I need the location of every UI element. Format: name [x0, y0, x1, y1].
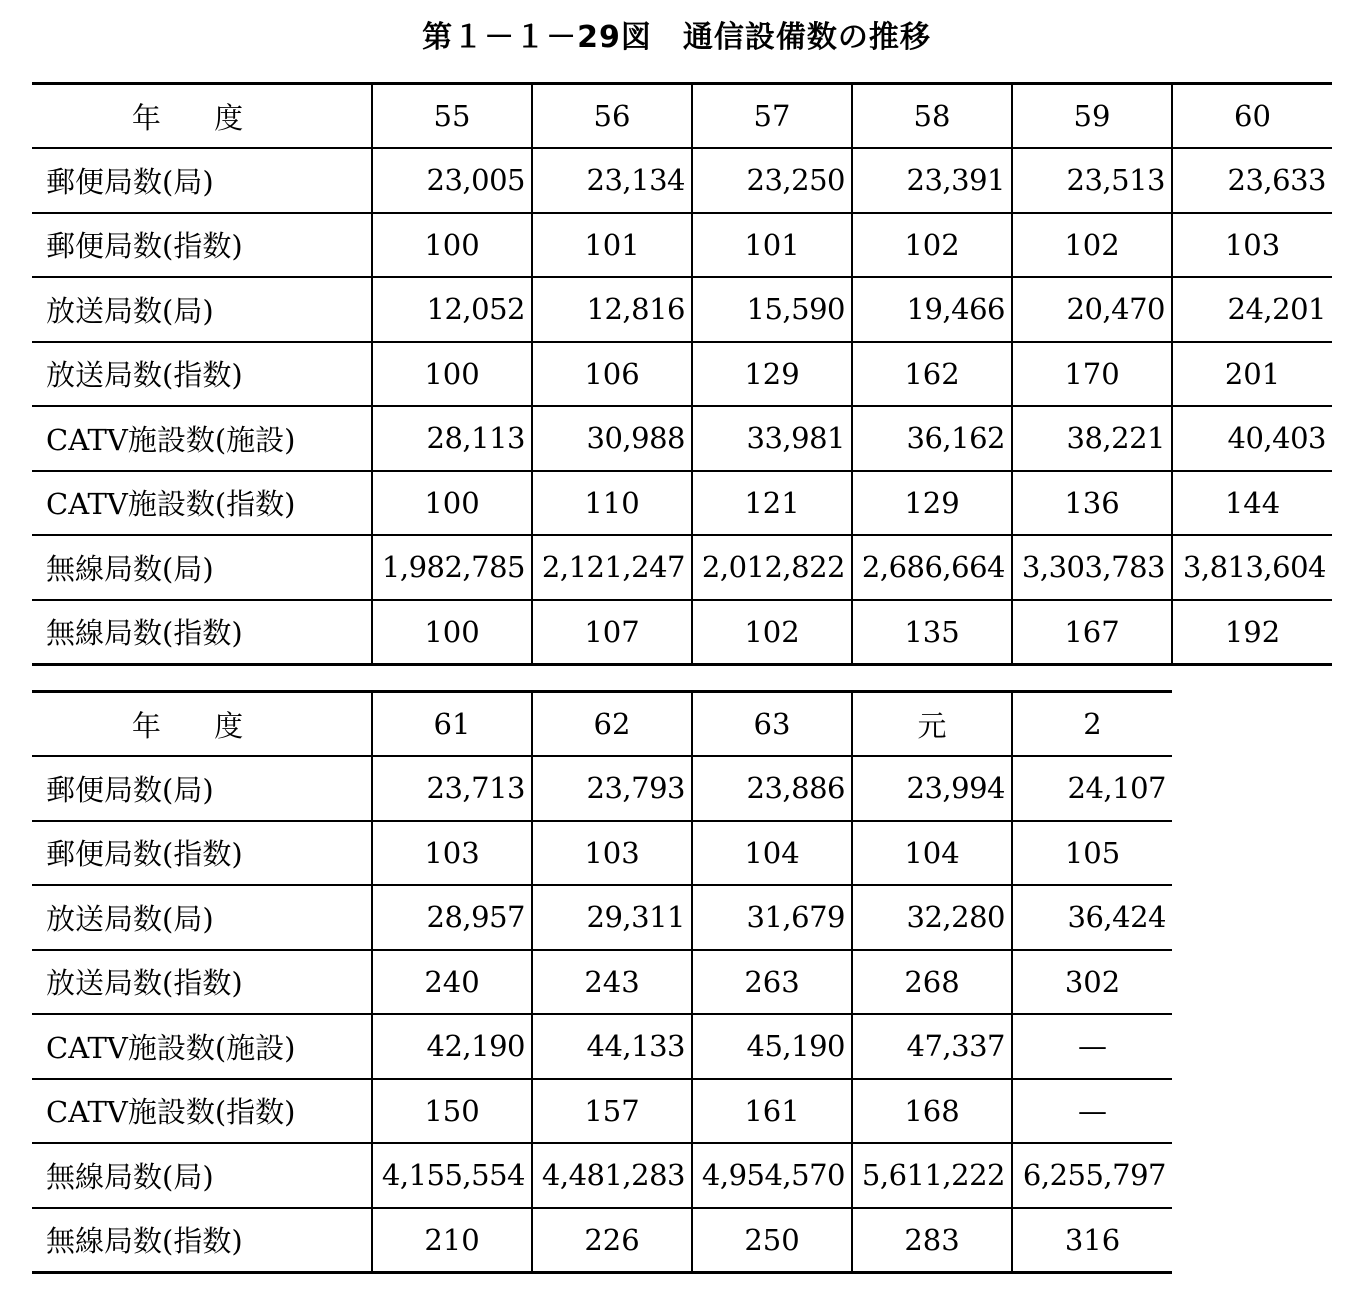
year-header-cell: 57: [692, 84, 852, 149]
table-cell: 1,982,785: [372, 535, 532, 600]
table-cell: 3,303,783: [1012, 535, 1172, 600]
table-row: [32, 756, 1172, 821]
table-cell: 29,311: [532, 885, 692, 950]
table-cell: 302: [1012, 950, 1172, 1015]
table-row: [32, 471, 1332, 536]
row-label: 無線局数(局): [32, 1143, 372, 1208]
page-title: 第１－１－29図 通信設備数の推移: [422, 20, 931, 55]
table-cell: 28,957: [372, 885, 532, 950]
table-row: [32, 342, 1332, 407]
row-label: 無線局数(指数): [32, 600, 372, 665]
table-row: [32, 213, 1332, 278]
table-cell: 4,481,283: [532, 1143, 692, 1208]
table-cell: 47,337: [852, 1014, 1012, 1079]
table-cell: 23,713: [372, 756, 532, 821]
year-header-cell: 60: [1172, 84, 1332, 149]
table-row: [32, 1079, 1172, 1144]
table-cell: 240: [372, 950, 532, 1015]
table-cell: 100: [372, 213, 532, 278]
table-cell: 45,190: [692, 1014, 852, 1079]
table-cell: 135: [852, 600, 1012, 665]
year-header-cell: 59: [1012, 84, 1172, 149]
table-cell: 12,052: [372, 277, 532, 342]
table-cell: 201: [1172, 342, 1332, 407]
table-cell: 44,133: [532, 1014, 692, 1079]
table-cell: 40,403: [1172, 406, 1332, 471]
table-cell: 104: [852, 821, 1012, 886]
table-row: [32, 148, 1332, 213]
table-cell: 6,255,797: [1012, 1143, 1172, 1208]
table-cell: 136: [1012, 471, 1172, 536]
table-cell: 162: [852, 342, 1012, 407]
table-cell: 226: [532, 1208, 692, 1273]
table-cell: 101: [692, 213, 852, 278]
row-label: 郵便局数(局): [32, 148, 372, 213]
table-cell: 102: [852, 213, 1012, 278]
row-label: 放送局数(局): [32, 885, 372, 950]
row-label: CATV施設数(指数): [32, 1079, 372, 1144]
row-label: 郵便局数(指数): [32, 821, 372, 886]
table-cell: 23,513: [1012, 148, 1172, 213]
table-cell: 23,005: [372, 148, 532, 213]
table-cell: 243: [532, 950, 692, 1015]
year-header-cell: 63: [692, 692, 852, 757]
table-cell: 106: [532, 342, 692, 407]
table-cell: 121: [692, 471, 852, 536]
table-row: [32, 1143, 1172, 1208]
table-cell: 2,686,664: [852, 535, 1012, 600]
table-row: [32, 277, 1332, 342]
table-cell: 28,113: [372, 406, 532, 471]
table-cell: 100: [372, 342, 532, 407]
table-cell: 316: [1012, 1208, 1172, 1273]
table-cell: 12,816: [532, 277, 692, 342]
stats-table-2: [32, 690, 1172, 1274]
table-cell: 31,679: [692, 885, 852, 950]
table-cell: 38,221: [1012, 406, 1172, 471]
table-cell: 268: [852, 950, 1012, 1015]
row-label: 郵便局数(指数): [32, 213, 372, 278]
year-header-cell: 元: [852, 692, 1012, 757]
table-header-row: [32, 84, 1332, 149]
stats-table-1: [32, 82, 1332, 666]
table-row: [32, 950, 1172, 1015]
row-label: 郵便局数(局): [32, 756, 372, 821]
table-cell: 23,793: [532, 756, 692, 821]
table-cell: —: [1012, 1014, 1172, 1079]
table-cell: 33,981: [692, 406, 852, 471]
row-label: 放送局数(指数): [32, 950, 372, 1015]
table-cell: 170: [1012, 342, 1172, 407]
table-cell: 157: [532, 1079, 692, 1144]
table-cell: 23,994: [852, 756, 1012, 821]
table-cell: 105: [1012, 821, 1172, 886]
table-cell: 210: [372, 1208, 532, 1273]
table-cell: 23,250: [692, 148, 852, 213]
table-cell: 129: [692, 342, 852, 407]
table-cell: 103: [532, 821, 692, 886]
table-cell: 102: [692, 600, 852, 665]
table-cell: 19,466: [852, 277, 1012, 342]
table-cell: 107: [532, 600, 692, 665]
table-cell: 42,190: [372, 1014, 532, 1079]
table-cell: 144: [1172, 471, 1332, 536]
table-cell: —: [1012, 1079, 1172, 1144]
table-cell: 2,012,822: [692, 535, 852, 600]
table-cell: 4,155,554: [372, 1143, 532, 1208]
year-header-cell: 58: [852, 84, 1012, 149]
table-cell: 23,391: [852, 148, 1012, 213]
table-row: [32, 1014, 1172, 1079]
year-header-cell: 55: [372, 84, 532, 149]
table-cell: 4,954,570: [692, 1143, 852, 1208]
table-row: [32, 821, 1172, 886]
year-header-label: 年 度: [32, 84, 372, 149]
table-row: [32, 1208, 1172, 1273]
year-header-cell: 62: [532, 692, 692, 757]
table-cell: 30,988: [532, 406, 692, 471]
row-label: 放送局数(指数): [32, 342, 372, 407]
table-row: [32, 406, 1332, 471]
row-label: CATV施設数(施設): [32, 1014, 372, 1079]
table-cell: 23,886: [692, 756, 852, 821]
row-label: CATV施設数(施設): [32, 406, 372, 471]
table-cell: 192: [1172, 600, 1332, 665]
table-cell: 100: [372, 600, 532, 665]
year-header-cell: 2: [1012, 692, 1172, 757]
table-row: [32, 600, 1332, 665]
table-cell: 250: [692, 1208, 852, 1273]
year-header-label: 年 度: [32, 692, 372, 757]
year-header-cell: 56: [532, 84, 692, 149]
table-cell: 167: [1012, 600, 1172, 665]
table-cell: 23,633: [1172, 148, 1332, 213]
table-cell: 161: [692, 1079, 852, 1144]
table-cell: 101: [532, 213, 692, 278]
table-cell: 24,201: [1172, 277, 1332, 342]
table-cell: 110: [532, 471, 692, 536]
table-cell: 5,611,222: [852, 1143, 1012, 1208]
table-cell: 104: [692, 821, 852, 886]
table-cell: 20,470: [1012, 277, 1172, 342]
year-header-cell: 61: [372, 692, 532, 757]
table-cell: 129: [852, 471, 1012, 536]
table-row: [32, 885, 1172, 950]
table-header-row: [32, 692, 1172, 757]
row-label: 無線局数(指数): [32, 1208, 372, 1273]
table-cell: 36,162: [852, 406, 1012, 471]
table-cell: 15,590: [692, 277, 852, 342]
table-cell: 283: [852, 1208, 1012, 1273]
table-cell: 2,121,247: [532, 535, 692, 600]
table-cell: 263: [692, 950, 852, 1015]
table-cell: 23,134: [532, 148, 692, 213]
row-label: CATV施設数(指数): [32, 471, 372, 536]
table-cell: 32,280: [852, 885, 1012, 950]
table-cell: 36,424: [1012, 885, 1172, 950]
table-cell: 102: [1012, 213, 1172, 278]
table-cell: 100: [372, 471, 532, 536]
row-label: 無線局数(局): [32, 535, 372, 600]
table-cell: 103: [372, 821, 532, 886]
table-cell: 103: [1172, 213, 1332, 278]
table-cell: 168: [852, 1079, 1012, 1144]
row-label: 放送局数(局): [32, 277, 372, 342]
table-cell: 150: [372, 1079, 532, 1144]
table-row: [32, 535, 1332, 600]
table-cell: 3,813,604: [1172, 535, 1332, 600]
table-cell: 24,107: [1012, 756, 1172, 821]
